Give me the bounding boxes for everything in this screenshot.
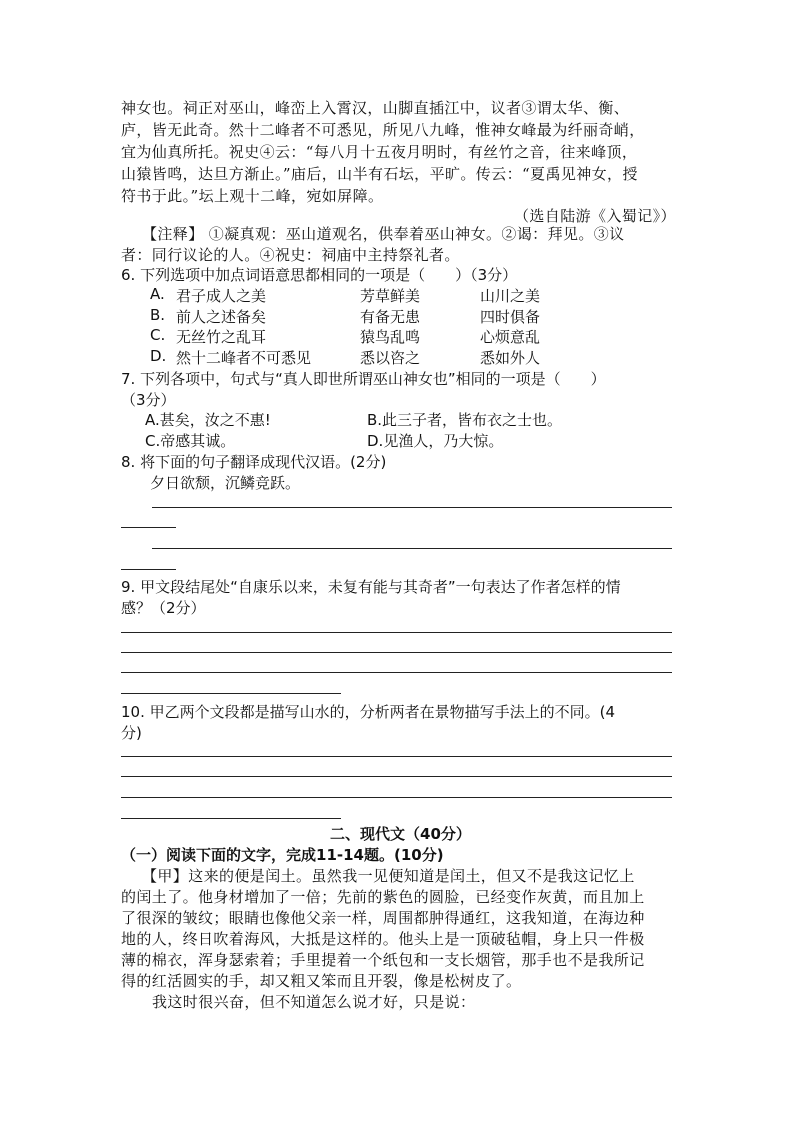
question-10-line: 10. 甲乙两个文段都是描写山水的，分析两者在景物描写手法上的不同。(4	[121, 703, 616, 721]
q6-option-c: 山川之美	[480, 287, 541, 305]
q6-option-label: A.	[150, 285, 165, 303]
answer-line[interactable]	[121, 756, 672, 757]
q6-option-a: 前人之述备矣	[176, 308, 267, 326]
q6-option-b: 有备无患	[360, 308, 421, 326]
q6-option-b: 悉以咨之	[360, 349, 421, 367]
answer-line[interactable]	[121, 776, 672, 777]
passage-line: 的闰土了。他身材增加了一倍；先前的紫色的圆脸，已经变作灰黄，而且加上	[121, 888, 645, 906]
passage-line: 了很深的皱纹；眼睛也像他父亲一样，周围都肿得通红，这我知道，在海边种	[121, 909, 645, 927]
q7-option: C.帝感其诚。	[145, 432, 236, 450]
answer-line[interactable]	[121, 672, 672, 673]
answer-line[interactable]	[121, 818, 341, 819]
question-8-stem: 8. 将下面的句子翻译成现代汉语。(2分)	[121, 453, 387, 471]
answer-line[interactable]	[121, 527, 176, 528]
q6-option-c: 四时俱备	[480, 308, 541, 326]
question-9-line: 9. 甲文段结尾处“自康乐以来，未复有能与其奇者”一句表达了作者怎样的情	[121, 578, 621, 596]
passage-line: 山猿皆鸣，达旦方渐止。”庙后，山半有石坛，平旷。传云：“夏禹见神女，授	[121, 165, 638, 183]
passage-line: 神女也。祠正对巫山，峰峦上入霄汉，山脚直插江中，议者③谓太华、衡、	[121, 99, 630, 117]
q7-option: B.此三子者，皆布衣之士也。	[367, 411, 563, 429]
question-9-line: 感？（2分）	[121, 599, 206, 617]
answer-line[interactable]	[121, 569, 176, 570]
answer-line[interactable]	[152, 507, 672, 508]
q6-option-label: D.	[150, 347, 167, 365]
q6-option-b: 猿鸟乱鸣	[360, 328, 421, 346]
q6-option-c: 悉如外人	[480, 349, 541, 367]
q7-option: D.见渔人，乃大惊。	[367, 432, 504, 450]
answer-line[interactable]	[121, 693, 341, 694]
passage-line: 我这时很兴奋，但不知道怎么说才好，只是说：	[152, 993, 476, 1011]
annotation-line: 者：同行议论的人。④祝史：祠庙中主持祭礼者。	[121, 246, 460, 264]
question-10-line: 分)	[121, 724, 142, 742]
q7-option: A.甚矣，汝之不惠!	[145, 411, 271, 429]
answer-line[interactable]	[121, 632, 672, 633]
passage-line: 地的人，终日吹着海风，大抵是这样的。他头上是一顶破毡帽，身上只一件极	[121, 930, 645, 948]
question-8-sentence: 夕日欲颓，沉鳞竞跃。	[150, 474, 301, 492]
passage-line: 宜为仙真所托。祝史④云：“每八月十五夜月明时，有丝竹之音，往来峰顶，	[121, 143, 638, 161]
q6-option-label: B.	[150, 306, 166, 324]
q6-option-label: C.	[150, 326, 166, 344]
question-7-score: （3分）	[121, 391, 176, 409]
question-6-stem: 6. 下列选项中加点词语意思都相同的一项是（ ）（3分）	[121, 266, 518, 284]
passage-line: 庐，皆无此奇。然十二峰者不可悉见，所见八九峰，惟神女峰最为纤丽奇峭，	[121, 121, 645, 139]
q6-option-b: 芳草鲜美	[360, 287, 421, 305]
q6-option-a: 然十二峰者不可悉见	[176, 349, 312, 367]
answer-line[interactable]	[121, 652, 672, 653]
passage-source: （选自陆游《入蜀记》）	[514, 207, 676, 225]
passage-line: 得的红活圆实的手，却又粗又笨而且开裂，像是松树皮了。	[121, 972, 522, 990]
section-heading: 二、现代文（40分）	[330, 825, 471, 843]
answer-line[interactable]	[152, 548, 672, 549]
question-7-stem: 7. 下列各项中，句式与“真人即世所谓巫山神女也”相同的一项是（ ）	[121, 370, 606, 388]
q6-option-a: 君子成人之美	[176, 287, 267, 305]
passage-line: 薄的棉衣，浑身瑟索着；手里提着一个纸包和一支长烟管，那手也不是我所记	[121, 951, 645, 969]
annotation-line: 【注释】 ①凝真观：巫山道观名，供奉着巫山神女。②谒：拜见。③议	[142, 225, 625, 243]
section-subheading: （一）阅读下面的文字，完成11-14题。(10分)	[121, 846, 444, 864]
q6-option-c: 心烦意乱	[480, 328, 541, 346]
q6-option-a: 无丝竹之乱耳	[176, 328, 267, 346]
passage-line: 符书于此。”坛上观十二峰，宛如屏障。	[121, 187, 384, 205]
answer-line[interactable]	[121, 797, 672, 798]
passage-line: 【甲】这来的便是闰土。虽然我一见便知道是闰土，但又不是我这记忆上	[142, 867, 635, 885]
